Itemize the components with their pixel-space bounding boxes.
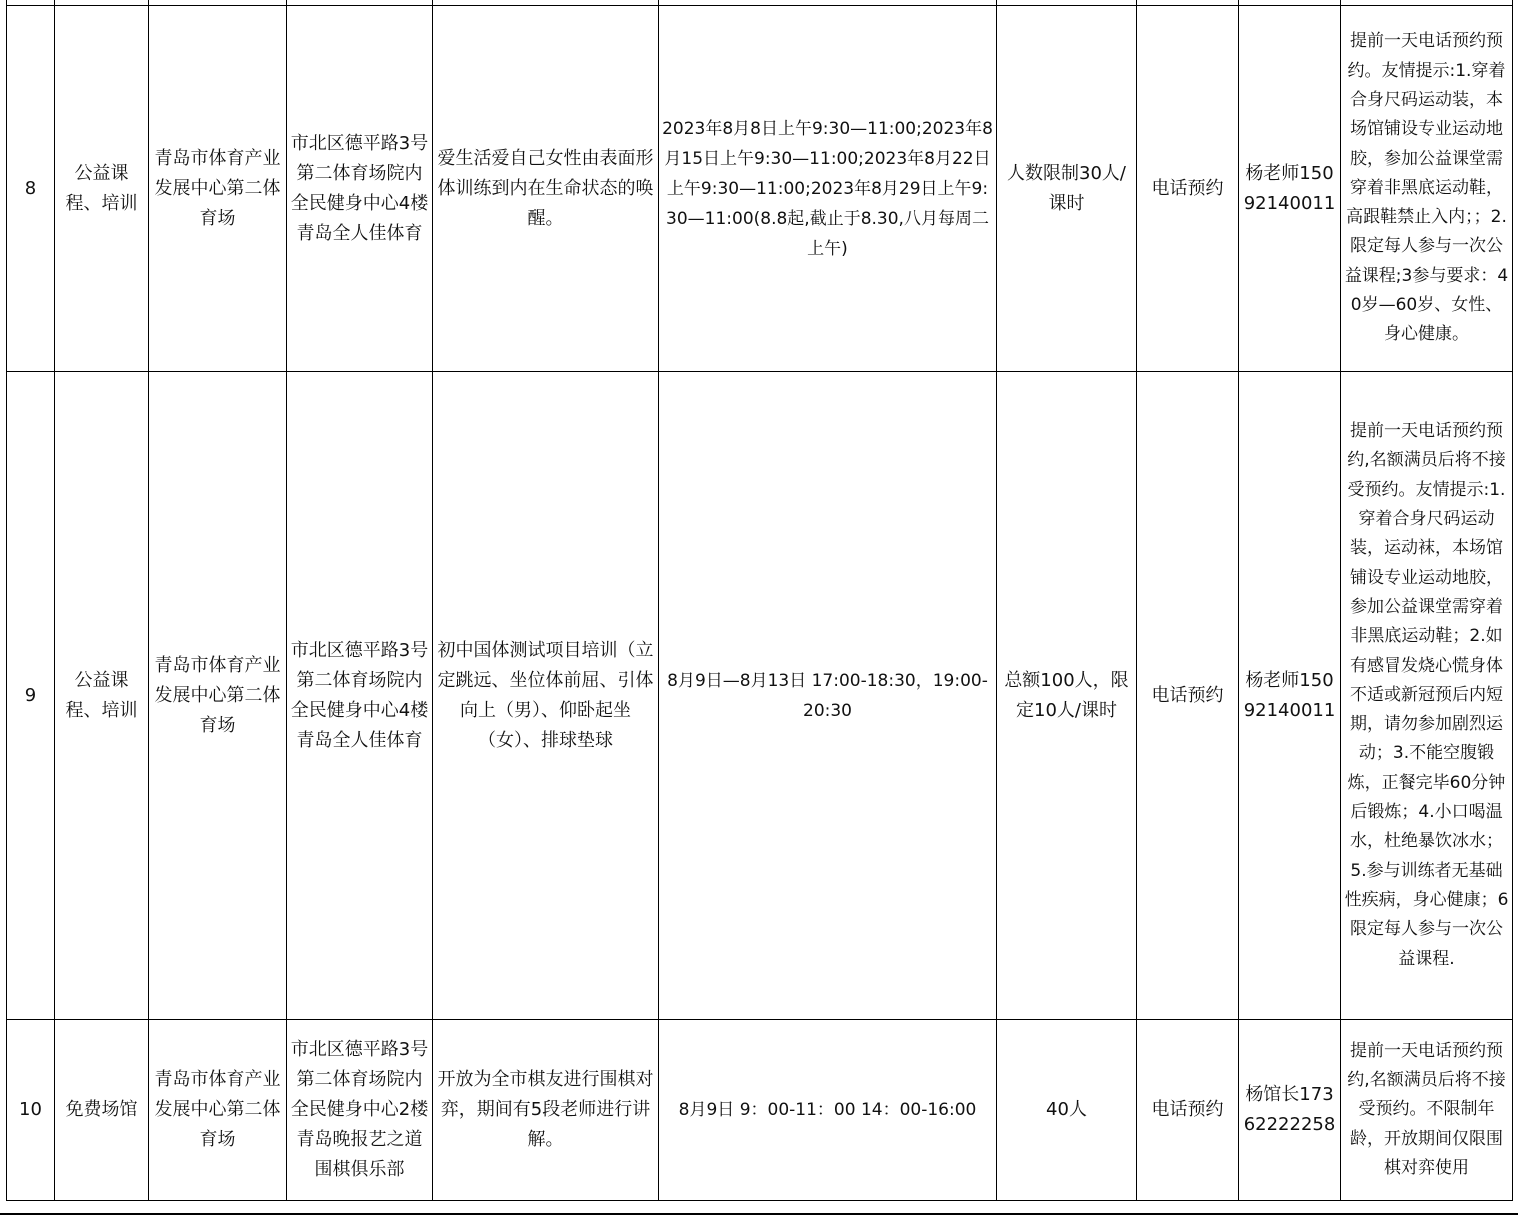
cell-capacity: 40人 xyxy=(997,1020,1137,1201)
table-row xyxy=(7,372,1513,1020)
cell-contact: 杨老师15092140011 xyxy=(1239,372,1341,1020)
activity-table xyxy=(6,0,1513,1201)
cell-capacity: 人数限制30人/课时 xyxy=(997,6,1137,372)
cell-location: 市北区德平路3号第二体育场院内全民健身中心4楼青岛全人佳体育 xyxy=(287,6,433,372)
cell-organizer: 青岛市体育产业发展中心第二体育场 xyxy=(149,372,287,1020)
cell-remark: 提前一天电话预约预约,名额满员后将不接受预约。友情提示:1.穿着合身尺码运动装，运动袜，本场馆铺设专业运动地胶，参加公益课堂需穿着非黑底运动鞋；2.如有感冒发烧心慌身体不适或新冠预后内短期，请勿参加剧烈运动；3.不能空腹锻炼，正餐完毕60分钟后锻炼；4.小口喝温水，杜绝暴饮冰水；5.参与训练者无基础性疾病，身心健康；6限定每人参与一次公益课程. xyxy=(1341,372,1513,1020)
cell-content: 初中国体测试项目培训（立定跳远、坐位体前屈、引体向上（男）、仰卧起坐（女）、排球垫球 xyxy=(433,372,659,1020)
cell-booking: 电话预约 xyxy=(1137,1020,1239,1201)
cell-organizer: 青岛市体育产业发展中心第二体育场 xyxy=(149,6,287,372)
cell-type: 免费场馆 xyxy=(55,1020,149,1201)
cell-organizer: 青岛市体育产业发展中心第二体育场 xyxy=(149,1020,287,1201)
cell-booking: 电话预约 xyxy=(1137,372,1239,1020)
cell-location: 市北区德平路3号第二体育场院内全民健身中心2楼青岛晚报艺之道围棋俱乐部 xyxy=(287,1020,433,1201)
cell-time: 8月9日—8月13日 17:00-18:30，19:00-20:30 xyxy=(659,372,997,1020)
cell-remark: 提前一天电话预约预约,名额满员后将不接受预约。不限制年龄，开放期间仅限围棋对弈使用 xyxy=(1341,1020,1513,1201)
cell-no: 10 xyxy=(7,1020,55,1201)
cell-type: 公益课程、培训 xyxy=(55,6,149,372)
table-bottom-border xyxy=(0,1213,1518,1215)
table-row xyxy=(7,6,1513,372)
cell-contact: 杨老师15092140011 xyxy=(1239,6,1341,372)
cell-content: 开放为全市棋友进行围棋对弈，期间有5段老师进行讲解。 xyxy=(433,1020,659,1201)
cell-type: 公益课程、培训 xyxy=(55,372,149,1020)
cell-contact: 杨馆长17362222258 xyxy=(1239,1020,1341,1201)
table-row xyxy=(7,1020,1513,1201)
cell-location: 市北区德平路3号第二体育场院内全民健身中心4楼青岛全人佳体育 xyxy=(287,372,433,1020)
cell-remark: 提前一天电话预约预约。友情提示:1.穿着合身尺码运动装，本场馆铺设专业运动地胶，参加公益课堂需穿着非黑底运动鞋，高跟鞋禁止入内；；2.限定每人参与一次公益课程;3参与要求：40岁—60岁、女性、身心健康。 xyxy=(1341,6,1513,372)
cell-booking: 电话预约 xyxy=(1137,6,1239,372)
cell-content: 爱生活爱自己女性由表面形体训练到内在生命状态的唤醒。 xyxy=(433,6,659,372)
cell-capacity: 总额100人，限定10人/课时 xyxy=(997,372,1137,1020)
cell-no: 8 xyxy=(7,6,55,372)
cell-no: 9 xyxy=(7,372,55,1020)
cell-time: 2023年8月8日上午9:30—11:00;2023年8月15日上午9:30—11:00;2023年8月22日上午9:30—11:00;2023年8月29日上午9:30—11:00(8.8起,截止于8.30,八月每周二上午) xyxy=(659,6,997,372)
cell-time: 8月9日 9：00-11：00 14：00-16:00 xyxy=(659,1020,997,1201)
